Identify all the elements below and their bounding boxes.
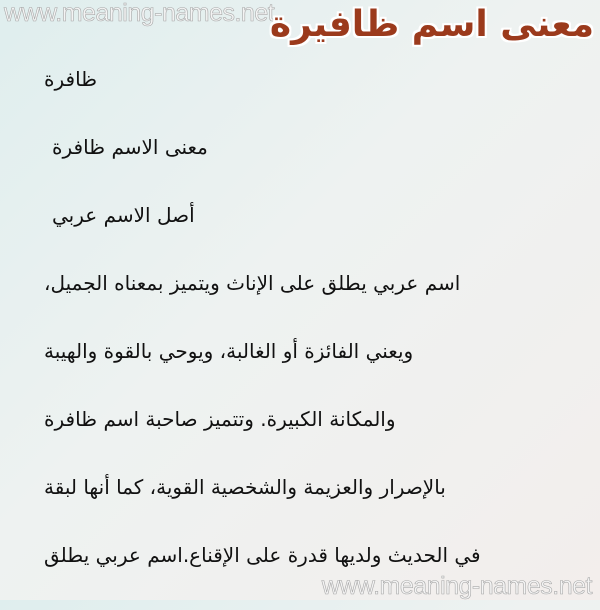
watermark-bottom: www.meaning-names.net bbox=[321, 572, 592, 600]
page-title: معنى اسم ظافيرة bbox=[269, 4, 594, 45]
meaning-text bbox=[44, 66, 584, 610]
meaning-heading-line: معنى الاسم ظافرة bbox=[52, 135, 208, 159]
description-line: في الحديث ولديها قدرة على الإقناع.اسم عربي يطلق bbox=[44, 543, 481, 567]
name-line: ظافرة bbox=[44, 67, 98, 91]
description-line: بالإصرار والعزيمة والشخصية القوية، كما أنها لبقة bbox=[44, 475, 446, 499]
description-line: اسم عربي يطلق على الإناث ويتميز بمعناه الجميل، bbox=[44, 271, 461, 295]
description-line: والمكانة الكبيرة. وتتميز صاحبة اسم ظافرة bbox=[44, 407, 396, 431]
watermark-top: www.meaning-names.net bbox=[4, 0, 275, 27]
origin-line: أصل الاسم عربي bbox=[52, 203, 195, 227]
description-line: ويعني الفائزة أو الغالبة، ويوحي بالقوة والهيبة bbox=[44, 339, 414, 363]
